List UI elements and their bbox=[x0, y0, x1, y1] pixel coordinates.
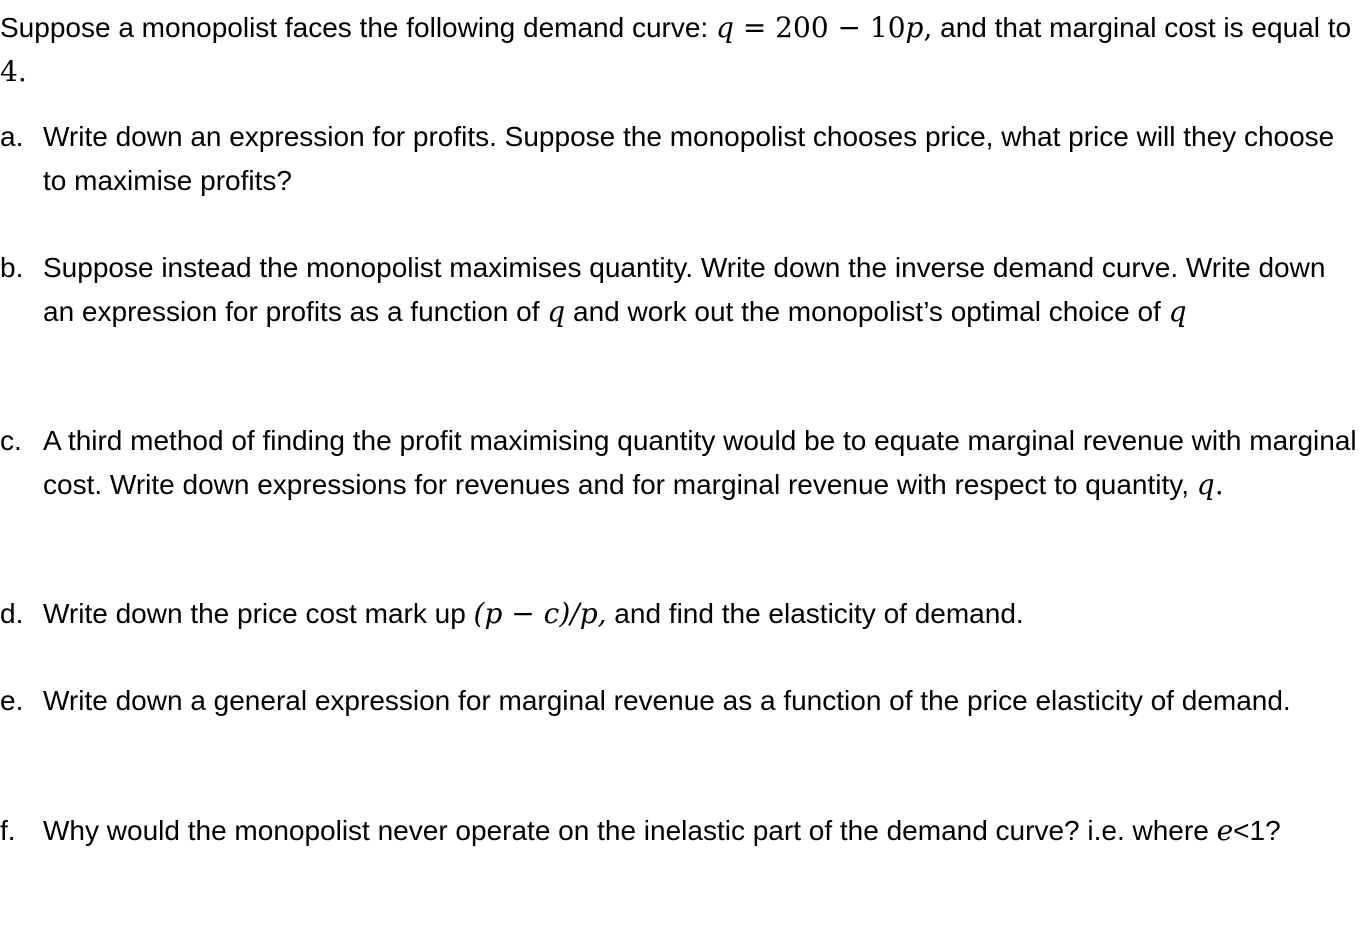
question-f-text-2: <1? bbox=[1233, 815, 1281, 846]
question-d-marker: d. bbox=[0, 598, 24, 629]
question-d-formula: (p − c)/p, bbox=[473, 597, 607, 630]
question-b-text bbox=[43, 246, 1363, 333]
question-a-text: Write down an expression for profits. Suppose the monopolist chooses price, what price will they choose to maximise profits? bbox=[43, 121, 1335, 196]
question-c-q: q bbox=[1196, 467, 1215, 501]
question-f bbox=[0, 809, 1372, 853]
question-c-text-main: A third method of finding the profit maximising quantity would be to equate marginal revenue with marginal cost. Write down expressions for revenues and for marginal revenue with respect to quantity, bbox=[43, 425, 1357, 500]
question-f-text-1: Why would the monopolist never operate on the inelastic part of the demand curve? i.e. where bbox=[43, 815, 1217, 846]
question-b-text-1: Suppose instead the monopolist maximises quantity. Write down the inverse demand curve. Write down an expression for profits as a function of bbox=[43, 252, 1326, 327]
intro-period: . bbox=[17, 55, 27, 88]
problem-intro bbox=[0, 6, 1360, 94]
intro-text-after: and that marginal cost is equal to bbox=[932, 12, 1352, 43]
question-c bbox=[0, 419, 1372, 506]
question-c-period: . bbox=[1214, 467, 1224, 501]
question-c-marker: c. bbox=[0, 425, 22, 456]
question-f-text bbox=[43, 809, 1363, 853]
intro-mc-value: 4 bbox=[0, 55, 18, 88]
intro-eq-q: q bbox=[715, 11, 734, 44]
question-b-q2: q bbox=[1168, 294, 1187, 328]
question-b-q1: q bbox=[547, 294, 566, 328]
question-c-text bbox=[43, 419, 1363, 506]
question-d-text bbox=[43, 592, 1363, 636]
intro-eq-middle: = 200 − 10 bbox=[733, 11, 906, 44]
question-f-marker: f. bbox=[0, 815, 16, 846]
question-b bbox=[0, 246, 1372, 333]
intro-eq-p: p bbox=[905, 11, 924, 44]
intro-text-before: Suppose a monopolist faces the following demand curve: bbox=[0, 12, 716, 43]
question-b-text-2: and work out the monopolist’s optimal choice of bbox=[565, 295, 1169, 327]
question-e-text: Write down a general expression for marginal revenue as a function of the price elasticity of demand. bbox=[43, 685, 1291, 716]
question-d bbox=[0, 592, 1372, 636]
question-d-text-1: Write down the price cost mark up bbox=[43, 598, 474, 629]
intro-eq-comma: , bbox=[923, 11, 933, 44]
question-d-text-2: and find the elasticity of demand. bbox=[606, 598, 1024, 629]
question-a-marker: a. bbox=[0, 121, 24, 152]
question-b-marker: b. bbox=[0, 252, 24, 283]
question-a bbox=[0, 115, 1372, 202]
question-e-marker: e. bbox=[0, 685, 24, 716]
question-e bbox=[0, 679, 1372, 723]
question-f-e: e bbox=[1216, 814, 1234, 847]
